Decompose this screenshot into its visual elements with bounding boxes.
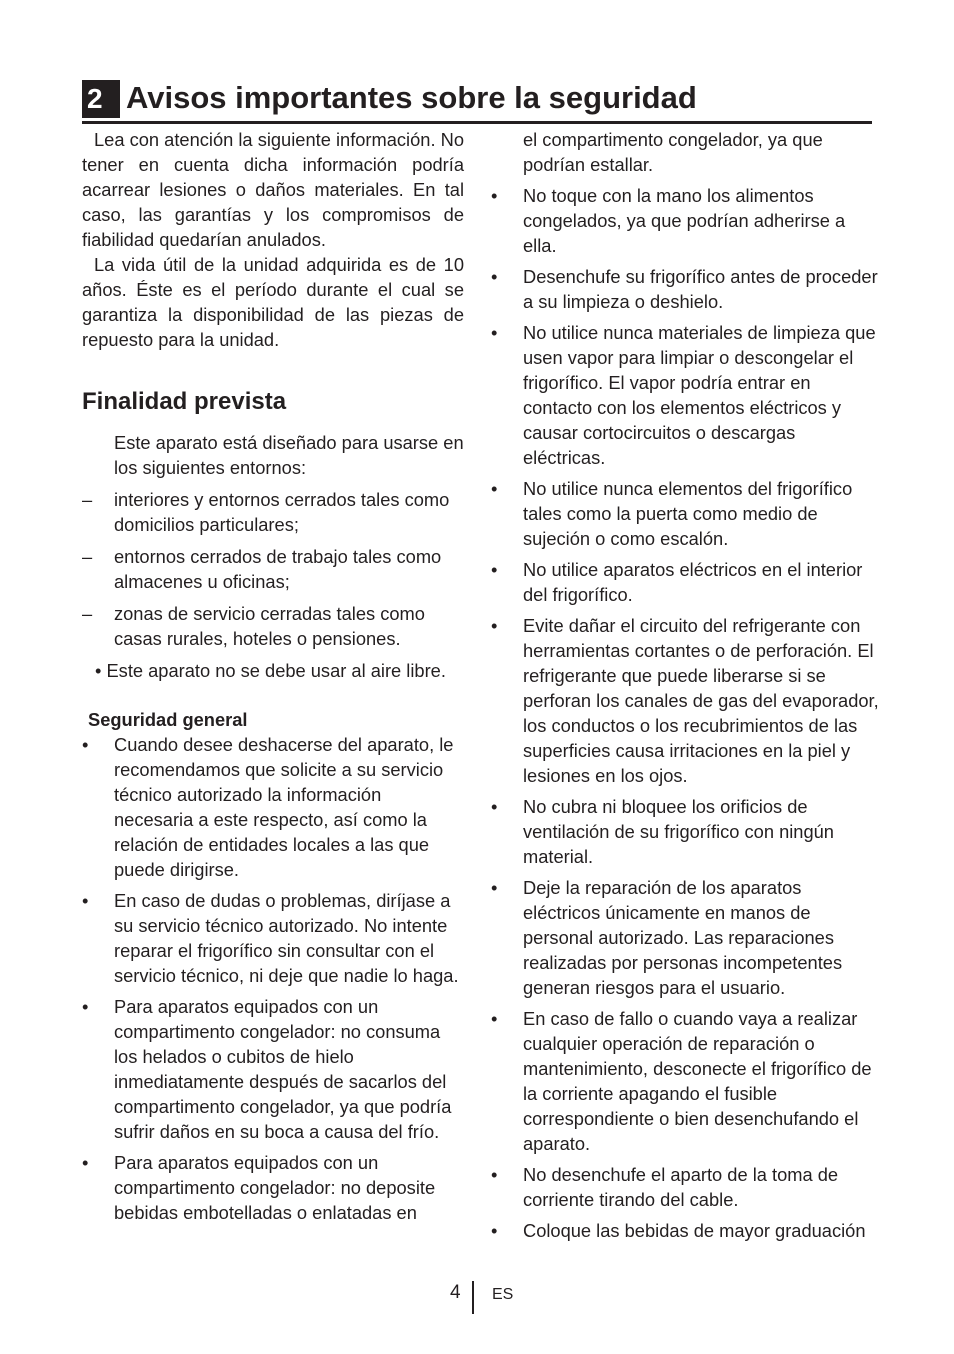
- seguridad-heading: Seguridad general: [88, 709, 248, 730]
- intro-paragraph: Lea con atención la siguiente información. No tener en cuenta dicha información podría acarrear lesiones o daños materiales. En tal caso, las garantías y los compromisos de fiabilidad quedarían anulados.: [82, 129, 464, 250]
- bullet-marker: •: [491, 185, 498, 206]
- bullet-marker: •: [491, 1164, 498, 1185]
- list-item: [82, 994, 464, 1144]
- list-item-text: Cuando desee deshacerse del aparato, le recomendamos que solicite a su servicio técnico autorizado la información necesaria a este respecto, así como la relación de entidades locales a las que puede dirigirse.: [114, 734, 454, 880]
- left-column: [82, 127, 464, 1225]
- outdoor-note: • Este aparato no se debe usar al aire libre.: [95, 660, 446, 681]
- list-item-text: No toque con la mano los alimentos congelados, ya que podrían adherirse a ella.: [523, 185, 846, 256]
- list-item: [491, 613, 881, 788]
- bullet-marker: •: [82, 1152, 89, 1173]
- bullet-marker: •: [491, 796, 498, 817]
- list-item: [491, 557, 881, 607]
- bullet-marker: •: [82, 996, 89, 1017]
- list-item-text: zonas de servicio cerradas tales como casas rurales, hoteles o pensiones.: [114, 603, 425, 649]
- list-item: [82, 487, 464, 537]
- list-item: [491, 875, 881, 1000]
- list-item: [491, 1006, 881, 1156]
- list-item: [491, 794, 881, 869]
- bullet-marker: •: [82, 734, 89, 755]
- bullet-marker: •: [491, 615, 498, 636]
- list-item-text: No utilice nunca elementos del frigorífico tales como la puerta como medio de sujeción o como escalón.: [523, 478, 853, 549]
- list-item: [491, 320, 881, 470]
- list-item-continuation: el compartimento congelador, ya que podrían estallar.: [523, 129, 823, 175]
- list-item-text: Para aparatos equipados con un compartimento congelador: no consuma los helados o cubitos de hielo inmediatamente después de sacarlos del compartimento congelador, ya que podría sufrir daños en su boca a causa del frío.: [114, 996, 452, 1142]
- intro-paragraph: La vida útil de la unidad adquirida es de 10 años. Éste es el período durante el cual se garantiza la disponibilidad de las piezas de repuesto para la unidad.: [82, 254, 464, 350]
- list-item-text: Para aparatos equipados con un compartimento congelador: no deposite bebidas embotelladas o enlatadas en: [114, 1152, 436, 1223]
- list-item: [491, 1162, 881, 1212]
- list-item-text: Deje la reparación de los aparatos eléctricos únicamente en manos de personal autorizado. Las reparaciones realizadas por personas incompetentes generan riesgos para el usuario.: [523, 877, 843, 998]
- dash-marker: –: [82, 603, 93, 624]
- list-item: [491, 1218, 881, 1243]
- bullet-marker: •: [82, 890, 89, 911]
- list-item: [82, 732, 464, 882]
- list-item-text: Desenchufe su frigorífico antes de proceder a su limpieza o deshielo.: [523, 266, 878, 312]
- bullet-marker: •: [491, 1220, 498, 1241]
- bullet-marker: •: [491, 322, 498, 343]
- finalidad-heading: Finalidad prevista: [82, 388, 287, 415]
- list-item-text: No utilice nunca materiales de limpieza que usen vapor para limpiar o descongelar el frigorífico. El vapor podría entrar en contacto con los elementos eléctricos y causar cortocircuitos o descargas eléctricas.: [523, 322, 876, 468]
- safety-list-right: [491, 183, 881, 1243]
- safety-list-left: [82, 732, 464, 1225]
- language-code: ES: [492, 1286, 514, 1303]
- list-item-text: En caso de fallo o cuando vaya a realizar cualquier operación de reparación o mantenimiento, desconecte el frigorífico de la corriente apagando el fusible correspondiente o bien desenchufando el aparato.: [523, 1008, 872, 1154]
- list-item: [491, 183, 881, 258]
- list-item: [82, 1150, 464, 1225]
- list-item-text: entornos cerrados de trabajo tales como almacenes u oficinas;: [114, 546, 442, 592]
- list-item: [491, 264, 881, 314]
- list-item: [82, 601, 464, 651]
- footer-divider: [472, 1281, 474, 1314]
- bullet-marker: •: [491, 266, 498, 287]
- list-item: [82, 544, 464, 594]
- bullet-marker: •: [491, 1008, 498, 1029]
- right-column: [491, 127, 881, 1243]
- list-item-text: No desenchufe el aparto de la toma de corriente tirando del cable.: [523, 1164, 839, 1210]
- list-item-text: Evite dañar el circuito del refrigerante con herramientas cortantes o de perforación. El refrigerante que puede liberarse si se perforan los canales de gas del evaporador, los conductos o los recubrimientos de las superficies causa irritaciones en la piel y lesiones en los ojos.: [523, 615, 879, 786]
- list-item-text: Coloque las bebidas de mayor graduación: [523, 1220, 866, 1241]
- bullet-marker: •: [491, 478, 498, 499]
- list-item: [82, 888, 464, 988]
- page-footer: [0, 1280, 954, 1316]
- bullet-marker: •: [491, 559, 498, 580]
- list-item-text: No cubra ni bloquee los orificios de ventilación de su frigorífico con ningún material.: [523, 796, 834, 867]
- section-number-badge: 2: [82, 80, 120, 118]
- list-item-text: interiores y entornos cerrados tales como domicilios particulares;: [114, 489, 450, 535]
- intro-section: [82, 127, 464, 352]
- dash-marker: –: [82, 489, 93, 510]
- page-title: Avisos importantes sobre la seguridad: [126, 80, 697, 115]
- environment-list: [82, 487, 464, 651]
- list-item: [491, 476, 881, 551]
- section-header: [82, 80, 872, 124]
- title-underline: [82, 121, 872, 124]
- page-number: 4: [450, 1282, 461, 1303]
- dash-marker: –: [82, 546, 93, 567]
- finalidad-intro: Este aparato está diseñado para usarse en los siguientes entornos:: [114, 432, 464, 478]
- list-item-text: En caso de dudas o problemas, diríjase a su servicio técnico autorizado. No intente reparar el frigorífico sin consultar con el servicio técnico, ni deje que nadie lo haga.: [114, 890, 459, 986]
- bullet-marker: •: [491, 877, 498, 898]
- list-item-text: No utilice aparatos eléctricos en el interior del frigorífico.: [523, 559, 863, 605]
